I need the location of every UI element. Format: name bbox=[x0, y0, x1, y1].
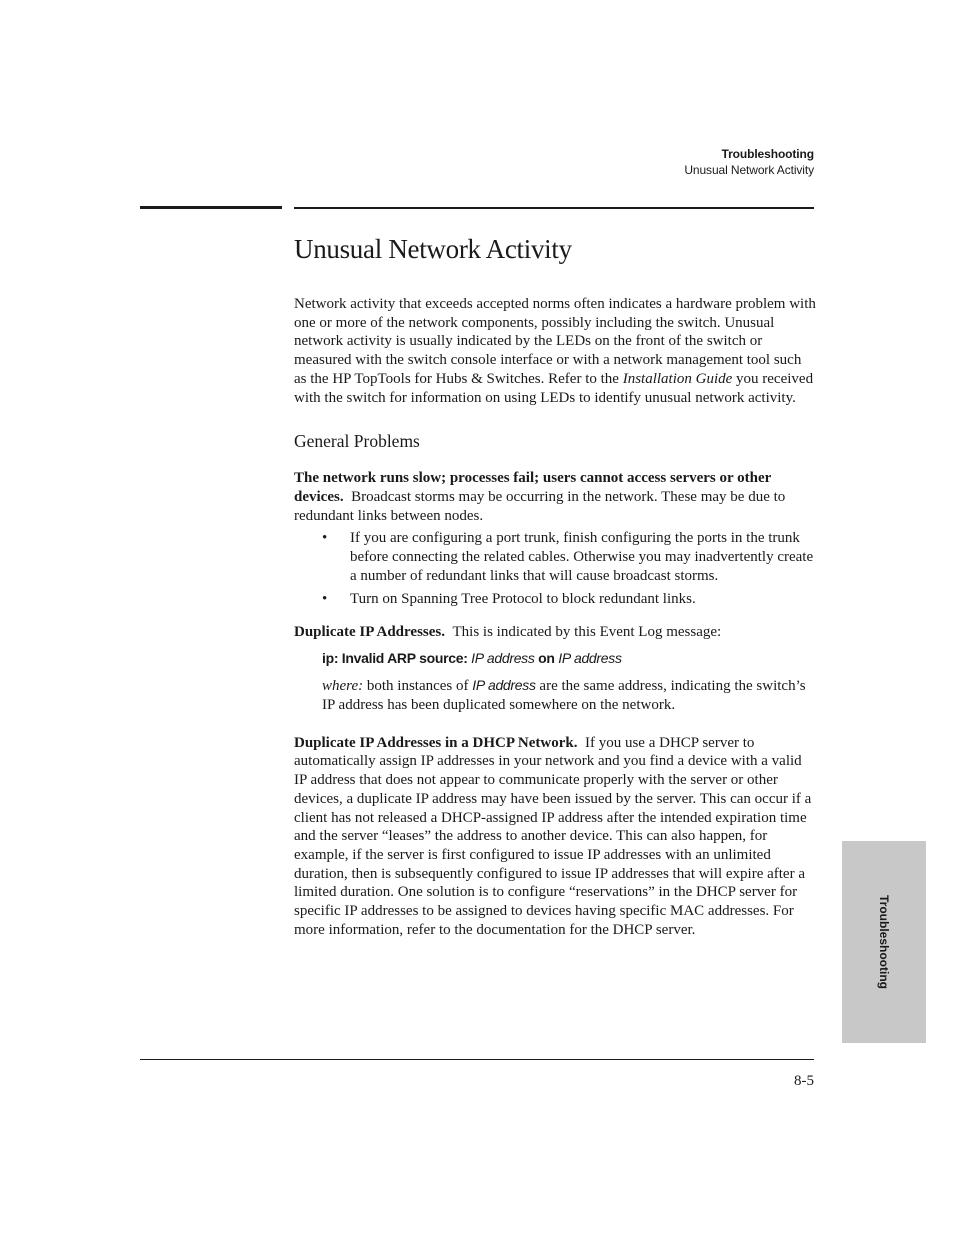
chapter-side-tab-label: Troubleshooting bbox=[877, 895, 891, 989]
problem-dhcp-duplicate bbox=[294, 734, 816, 940]
page-number: 8-5 bbox=[794, 1073, 814, 1089]
bullet-icon: • bbox=[322, 590, 328, 607]
bullet-list bbox=[294, 529, 816, 608]
footer-rule bbox=[140, 1059, 814, 1060]
log-message-var-2: IP address bbox=[558, 650, 622, 667]
list-item-text: If you are configuring a port trunk, finish configuring the ports in the trunk before connecting the related cables. Otherwise you may inadvertently create a number of redundant links that will cause broadcast storms. bbox=[350, 530, 814, 584]
problem-duplicate-ip-text: This is indicated by this Event Log message: bbox=[452, 623, 722, 640]
header-rule-left bbox=[140, 206, 282, 209]
list-item bbox=[322, 529, 816, 585]
where-explanation bbox=[322, 676, 816, 714]
event-log-message bbox=[322, 649, 816, 667]
chapter-side-tab bbox=[842, 841, 926, 1043]
problem-duplicate-ip-lead: Duplicate IP Addresses. bbox=[294, 623, 445, 640]
where-variable: IP address bbox=[472, 677, 536, 694]
section-heading: General Problems bbox=[294, 431, 420, 452]
header-rule-right bbox=[294, 207, 814, 209]
where-text-2: are the same address, indicating the switch’s IP address has been duplicated somewhere on the network. bbox=[322, 678, 806, 714]
intro-paragraph bbox=[294, 295, 816, 407]
list-item bbox=[322, 590, 816, 609]
running-header-section: Unusual Network Activity bbox=[684, 163, 814, 177]
problem-slow-network-lead: The network runs slow; processes fail; users cannot access servers or other devices. bbox=[294, 470, 772, 505]
list-item-text: Turn on Spanning Tree Protocol to block redundant links. bbox=[350, 590, 696, 607]
main-content bbox=[294, 230, 816, 939]
running-header-chapter: Troubleshooting bbox=[721, 147, 814, 161]
where-text-1: both instances of bbox=[363, 678, 473, 695]
page-title: Unusual Network Activity bbox=[294, 234, 572, 264]
intro-text-2: you received with the switch for information on using LEDs to identify unusual network activity. bbox=[294, 370, 814, 406]
log-message-prefix: ip: Invalid ARP source: bbox=[322, 650, 472, 667]
problem-slow-network bbox=[294, 469, 816, 525]
intro-guide-title: Installation Guide bbox=[622, 370, 733, 387]
problem-dhcp-duplicate-lead: Duplicate IP Addresses in a DHCP Network. bbox=[294, 734, 578, 751]
problem-duplicate-ip bbox=[294, 623, 816, 642]
problem-slow-network-text: Broadcast storms may be occurring in the network. These may be due to redundant links between nodes. bbox=[294, 488, 786, 524]
bullet-icon: • bbox=[322, 530, 328, 547]
log-message-var-1: IP address bbox=[471, 650, 535, 667]
problem-dhcp-duplicate-text: If you use a DHCP server to automatically assign IP addresses in your network and you find a device with a valid IP address that does not appear to communicate properly with the server or other devices, a duplicate IP address may have been issued by the server. This can occur if a client has not released a DHCP-assigned IP address after the intended expiration time and the server “leases” the address to another device. This can also happen, for example, if the server is first configured to issue IP addresses with an unlimited duration, then is subsequently configured to issue IP addresses that will expire after a limited duration. One solution is to configure “reservations” in the DHCP server for specific IP addresses to be assigned to devices having specific MAC addresses. For more information, refer to the documentation for the DHCP server. bbox=[294, 734, 812, 938]
where-label: where: bbox=[322, 678, 364, 695]
log-message-on: on bbox=[534, 650, 559, 667]
intro-text-1: Network activity that exceeds accepted norms often indicates a hardware problem with one or more of the network components, possibly including the switch. Unusual network activity is usually indicated by the LEDs on the front of the switch or measured with the switch console interface or with a network management tool such as the HP TopTools for Hubs & Switches. Refer to the bbox=[294, 296, 816, 387]
